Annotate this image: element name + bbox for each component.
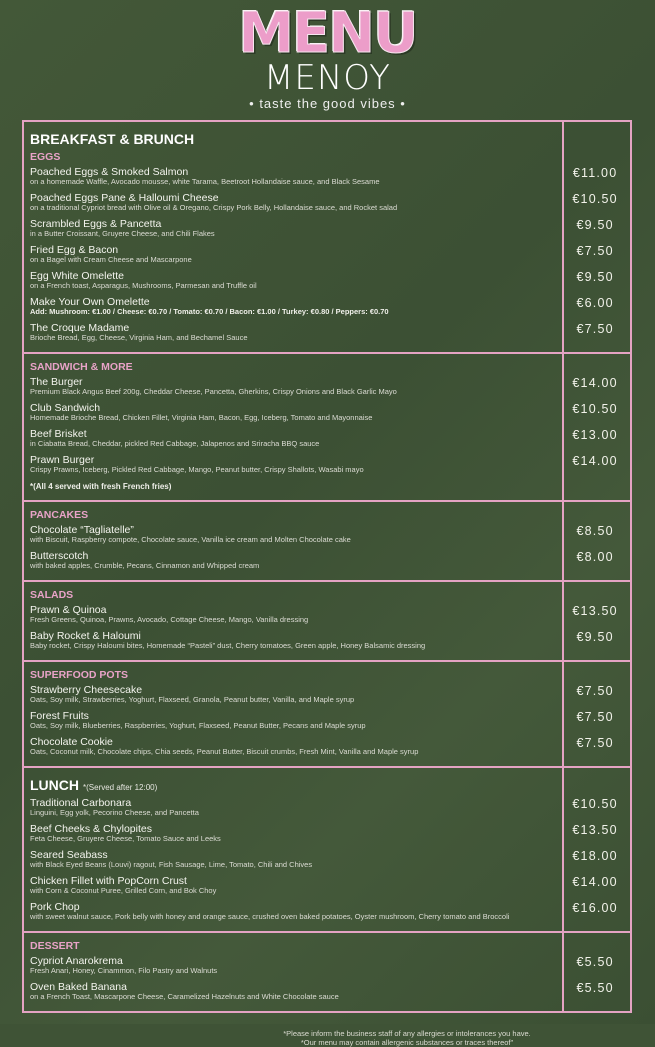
menu-item: [30, 376, 630, 402]
menu-item-description: on a French Toast, Mascarpone Cheese, Caramelized Hazelnuts and White Chocolate sauce: [30, 992, 339, 1001]
menu-item-info: [30, 710, 560, 736]
menu-item: [30, 797, 630, 823]
menu-item-info: [30, 244, 560, 270]
menu-item-info: [30, 322, 560, 348]
menu-section: [24, 500, 630, 580]
menu-item-info: [30, 823, 560, 849]
allergy-notice: [22, 1029, 632, 1047]
menu-item-info: [30, 875, 560, 901]
section-subtitle: SUPERFOOD POTS: [30, 669, 129, 681]
menu-item-name: Make Your Own Omelette: [30, 296, 150, 308]
menu-item-name: Club Sandwich: [30, 402, 101, 414]
menu-item-price: €14.00: [572, 376, 618, 390]
section-note: *(All 4 served with fresh French fries): [30, 482, 172, 491]
menu-item: [30, 684, 630, 710]
menu-item-description: in a Butter Croissant, Gruyere Cheese, and Chili Flakes: [30, 229, 215, 238]
menu-item-info: [30, 550, 560, 576]
menu-item-price: €7.50: [576, 322, 614, 336]
menu-item-info: [30, 524, 560, 550]
menu-item-info: [30, 376, 560, 402]
menu-item: [30, 322, 630, 348]
menu-item-info: [30, 797, 560, 823]
menu-item-info: [30, 901, 560, 927]
menu-item-description: Add: Mushroom: €1.00 / Cheese: €0.70 / Tomato: €0.70 / Bacon: €1.00 / Turkey: €0.80 / Peppers: €0.70: [30, 307, 389, 316]
menu-item-name: Egg White Omelette: [30, 270, 124, 282]
menu-item-price: €18.00: [572, 849, 618, 863]
menu-item-name: Chocolate Cookie: [30, 736, 113, 748]
menu-item-description: Crispy Prawns, Iceberg, Pickled Red Cabbage, Mango, Peanut butter, Crispy Shallots, Wasabi mayo: [30, 465, 364, 474]
menu-item-description: Oats, Soy milk, Blueberries, Raspberries, Yoghurt, Flaxseed, Peanut Butter, Pecans and Maple syrup: [30, 721, 366, 730]
section-subtitle: SANDWICH & MORE: [30, 361, 133, 373]
section-subtitle: EGGS: [30, 151, 61, 163]
menu-item: [30, 901, 630, 927]
menu-item-price: €9.50: [576, 630, 614, 644]
menu-item-price: €10.50: [572, 192, 618, 206]
menu-item-description: Brioche Bread, Egg, Cheese, Virginia Ham, and Bechamel Sauce: [30, 333, 248, 342]
brand-name: MENOY: [264, 58, 391, 98]
menu-item-description: with Corn & Coconut Puree, Grilled Corn, and Bok Choy: [30, 886, 217, 895]
section-title: [30, 130, 630, 148]
menu-item: [30, 218, 630, 244]
menu-item-description: Oats, Soy milk, Strawberries, Yoghurt, Flaxseed, Granola, Peanut butter, Vanilla, and Maple syrup: [30, 695, 355, 704]
menu-item-description: Fresh Greens, Quinoa, Prawns, Avocado, Cottage Cheese, Mango, Vanilla dressing: [30, 615, 309, 624]
menu-item-description: with Black Eyed Beans (Louvi) ragout, Fish Sausage, Lime, Tomato, Chili and Chives: [30, 860, 313, 869]
menu-item-price: €9.50: [576, 270, 614, 284]
menu-item-info: [30, 604, 560, 630]
section-title: [30, 776, 630, 797]
menu-item-name: Beef Cheeks & Chylopites: [30, 823, 152, 835]
menu-item: [30, 710, 630, 736]
menu-item-name: Prawn Burger: [30, 454, 95, 466]
menu-item-info: [30, 270, 560, 296]
menu-item-info: [30, 428, 560, 454]
menu-item-name: Oven Baked Banana: [30, 981, 127, 993]
menu-item-info: [30, 402, 560, 428]
menu-item: [30, 823, 630, 849]
menu-item-name: Strawberry Cheesecake: [30, 684, 143, 696]
menu-item-name: Butterscotch: [30, 550, 89, 562]
menu-item-info: [30, 736, 560, 762]
menu-item-info: [30, 981, 560, 1007]
menu-item-price: €8.00: [576, 550, 614, 564]
menu-section: [24, 352, 630, 500]
menu-item-info: [30, 218, 560, 244]
menu-item-description: Homemade Brioche Bread, Chicken Fillet, Virginia Ham, Bacon, Egg, Iceberg, Tomato and Mayonnaise: [30, 413, 373, 422]
section-title-note: *(Served after 12:00): [83, 783, 158, 792]
menu-item-info: [30, 454, 560, 480]
menu-item-description: with sweet walnut sauce, Pork belly with honey and orange sauce, crushed oven baked potatoes, Oyster mushroom, Cherry tomato and Broccoli: [30, 912, 510, 921]
menu-item-price: €8.50: [576, 524, 614, 538]
menu-item: [30, 244, 630, 270]
menu-item-info: [30, 630, 560, 656]
menu-item-price: €10.50: [572, 797, 618, 811]
menu-item: [30, 192, 630, 218]
menu-item-description: Linguini, Egg yolk, Pecorino Cheese, and Pancetta: [30, 808, 199, 817]
menu-item-info: [30, 192, 560, 218]
menu-item-description: on a traditional Cypriot bread with Olive oil & Oregano, Crispy Pork Belly, Hollandaise sauce, and Rocket salad: [30, 203, 398, 212]
menu-item-description: with Biscuit, Raspberry compote, Chocolate sauce, Vanilla ice cream and Molten Chocolate cake: [30, 535, 351, 544]
menu-item: [30, 166, 630, 192]
menu-item-name: Traditional Carbonara: [30, 797, 132, 809]
menu-item-price: €13.50: [572, 823, 618, 837]
menu-item-info: [30, 296, 560, 322]
menu-item-description: in Ciabatta Bread, Cheddar, pickled Red Cabbage, Jalapenos and Sriracha BBQ sauce: [30, 439, 320, 448]
menu-section: [24, 660, 630, 766]
menu-item-name: Forest Fruits: [30, 710, 89, 722]
menu-item-price: €7.50: [576, 710, 614, 724]
menu-item: [30, 875, 630, 901]
menu-item-name: Scrambled Eggs & Pancetta: [30, 218, 162, 230]
menu-item: [30, 428, 630, 454]
menu-item-price: €14.00: [572, 875, 618, 889]
menu-item-price: €5.50: [576, 955, 614, 969]
menu-item: [30, 524, 630, 550]
menu-item-info: [30, 166, 560, 192]
menu-item-description: Oats, Coconut milk, Chocolate chips, Chia seeds, Peanut Butter, Biscuit crumbs, Fresh Mint, Vanilla and Maple syrup: [30, 747, 419, 756]
menu-header: [0, 1, 655, 112]
section-subtitle: SALADS: [30, 589, 74, 601]
menu-content: [22, 120, 632, 1047]
menu-item-description: Feta Cheese, Gruyere Cheese, Tomato Sauce and Leeks: [30, 834, 221, 843]
menu-item-name: Chocolate “Tagliatelle”: [30, 524, 134, 536]
menu-item-description: on a Bagel with Cream Cheese and Mascarpone: [30, 255, 192, 264]
menu-item-description: on a French toast, Asparagus, Mushrooms, Parmesan and Truffle oil: [30, 281, 257, 290]
menu-item-name: Cypriot Anarokrema: [30, 955, 123, 967]
menu-item-name: Poached Eggs & Smoked Salmon: [30, 166, 189, 178]
menu-item: [30, 849, 630, 875]
menu-item-description: Premium Black Angus Beef 200g, Cheddar Cheese, Pancetta, Gherkins, Crispy Onions and Black Garlic Mayo: [30, 387, 397, 396]
menu-item: [30, 604, 630, 630]
menu-item-name: Chicken Fillet with PopCorn Crust: [30, 875, 187, 887]
menu-item: [30, 270, 630, 296]
section-title-text: BREAKFAST & BRUNCH: [30, 131, 195, 147]
menu-item-description: with baked apples, Crumble, Pecans, Cinnamon and Whipped cream: [30, 561, 260, 570]
menu-item-name: Prawn & Quinoa: [30, 604, 107, 616]
menu-item-name: Baby Rocket & Haloumi: [30, 630, 141, 642]
tagline: • taste the good vibes •: [249, 96, 406, 111]
menu-item-name: Beef Brisket: [30, 428, 87, 440]
menu-item-name: Fried Egg & Bacon: [30, 244, 119, 256]
menu-item-name: Poached Eggs Pane & Halloumi Cheese: [30, 192, 219, 204]
menu-item: [30, 981, 630, 1007]
menu-item-price: €6.00: [576, 296, 614, 310]
menu-item-description: Baby rocket, Crispy Haloumi bites, Homemade “Pasteli” dust, Cherry tomatoes, Green apple, Honey Balsamic dressing: [30, 641, 426, 650]
section-subtitle: DESSERT: [30, 940, 80, 952]
menu-item-name: The Croque Madame: [30, 322, 130, 334]
menu-item-price: €5.50: [576, 981, 614, 995]
menu-section: [24, 580, 630, 660]
menu-section: [24, 766, 630, 931]
menu-item-info: [30, 849, 560, 875]
menu-item-price: €14.00: [572, 454, 618, 468]
menu-item-price: €10.50: [572, 402, 618, 416]
menu-item-info: [30, 955, 560, 981]
menu-logo: MENU: [238, 1, 417, 66]
menu-item-price: €7.50: [576, 736, 614, 750]
menu-item-price: €7.50: [576, 244, 614, 258]
menu-item: [30, 736, 630, 762]
menu-item: [30, 402, 630, 428]
menu-section: [24, 931, 630, 1011]
menu-item-price: €9.50: [576, 218, 614, 232]
menu-item-price: €13.50: [572, 604, 618, 618]
menu-item: [30, 955, 630, 981]
menu-item-description: on a homemade Waffle, Avocado mousse, white Tarama, Beetroot Hollandaise sauce, and Black Sesame: [30, 177, 380, 186]
menu-item: [30, 454, 630, 480]
allergy-notice-line: *Please inform the business staff of any allergies or intolerances you have.: [283, 1029, 531, 1038]
allergy-notice-line: *Our menu may contain allergenic substances or traces thereof": [300, 1038, 514, 1047]
menu-section: [24, 122, 630, 352]
menu-item: [30, 296, 630, 322]
menu-item-price: €11.00: [572, 166, 618, 180]
menu-item-name: Pork Chop: [30, 901, 80, 913]
menu-item-name: Seared Seabass: [30, 849, 108, 861]
section-subtitle: PANCAKES: [30, 509, 89, 521]
menu-item: [30, 550, 630, 576]
menu-item-info: [30, 684, 560, 710]
menu-item-price: €16.00: [572, 901, 618, 915]
menu-item-description: Fresh Anari, Honey, Cinammon, Filo Pastry and Walnuts: [30, 966, 218, 975]
menu-item: [30, 630, 630, 656]
menu-item-price: €7.50: [576, 684, 614, 698]
menu-board: [22, 120, 632, 1013]
section-title-text: LUNCH: [30, 777, 79, 793]
menu-item-name: The Burger: [30, 376, 83, 388]
menu-item-price: €13.00: [572, 428, 618, 442]
